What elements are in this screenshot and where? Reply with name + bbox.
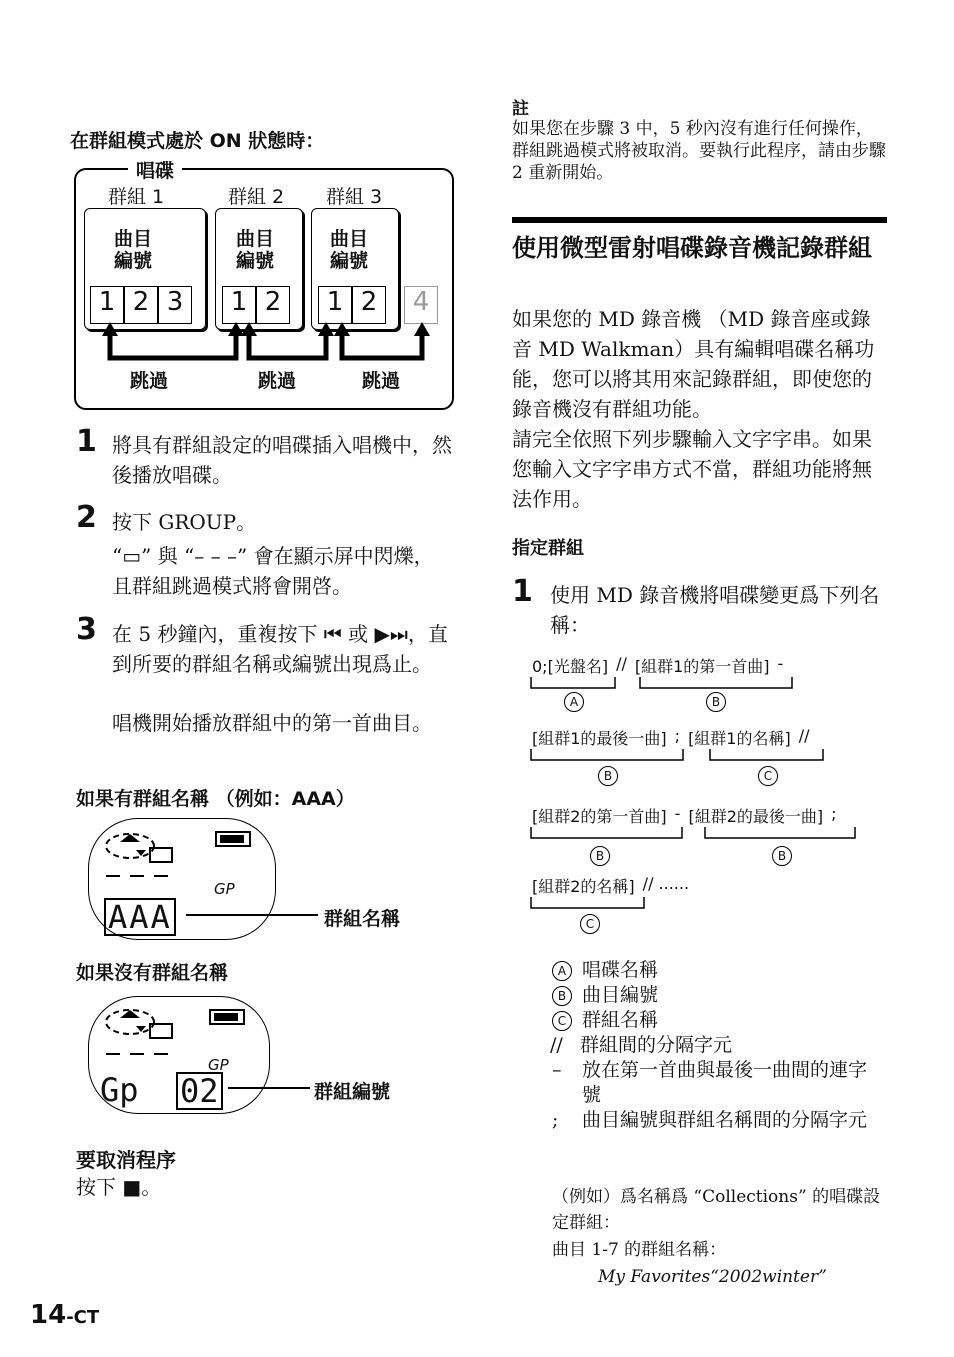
- mark-b-icon: B: [598, 766, 618, 786]
- format-token: [組群2的第一首曲]: [532, 807, 667, 826]
- disc-label: 唱碟: [128, 156, 182, 183]
- step-number: 1: [512, 574, 533, 609]
- legend-key: //: [550, 1034, 563, 1056]
- track-label: 曲目: [114, 228, 153, 250]
- track-number: 2: [256, 286, 290, 324]
- format-token: //: [798, 726, 810, 745]
- format-token: ;: [831, 804, 837, 823]
- legend-text: 放在第一首曲與最後一曲間的連字號: [582, 1059, 868, 1106]
- format-token: [組群2的名稱]: [532, 877, 635, 896]
- page-number: 14-CT: [30, 1300, 100, 1330]
- blinking-indicators-icon: [98, 1004, 268, 1070]
- gp-indicator: GP: [214, 880, 235, 898]
- format-token: [組群1的第一首曲]: [634, 657, 770, 676]
- blinking-indicators-icon: [98, 828, 268, 898]
- format-token: ;: [674, 726, 681, 745]
- bracket-lines: [530, 826, 860, 842]
- skip-label: 跳過: [130, 370, 169, 392]
- step-text: 將具有群組設定的唱碟插入唱機中，然後播放唱碟。: [112, 433, 452, 487]
- skip-label: 跳過: [362, 370, 401, 392]
- format-token: [組群1的名稱]: [688, 729, 791, 748]
- step-subtext: “▭” 與 “– – –” 會在顯示屏中閃爍，且群組跳過模式將會開啓。: [112, 544, 434, 598]
- format-token: // ......: [642, 874, 690, 893]
- mark-c-icon: C: [552, 1011, 572, 1031]
- step-text: 使用 MD 錄音機將唱碟變更爲下列名稱：: [550, 583, 880, 637]
- format-token: [組群1的最後一曲]: [532, 729, 667, 748]
- mark-b-icon: B: [590, 846, 610, 866]
- assign-group-heading: 指定群組: [512, 538, 584, 559]
- track-number: 2: [352, 286, 386, 324]
- group-3-label: 群組 3: [326, 186, 383, 208]
- legend-key: ;: [552, 1109, 559, 1131]
- format-token: [組群2的最後一曲]: [688, 807, 824, 826]
- section-title: 使用微型雷射唱碟錄音機記錄群組: [512, 234, 872, 262]
- track-label: 編號: [330, 250, 369, 272]
- track-number: 1: [222, 286, 256, 324]
- example-text: （例如）爲名稱爲 “Collections” 的唱碟設定群組：: [552, 1187, 881, 1233]
- intro-paragraph: 如果您的 MD 錄音機 （MD 錄音座或錄音 MD Walkman）具有編輯唱碟名稱功能，您可以將其用來記錄群組，即使您的錄音機沒有群組功能。: [512, 307, 875, 421]
- note-heading: 註: [512, 99, 529, 119]
- legend-text: 唱碟名稱: [582, 959, 659, 981]
- legend-text: 群組名稱: [582, 1009, 659, 1031]
- track-number: 3: [158, 286, 192, 324]
- skip-label: 跳過: [258, 370, 297, 392]
- track-label: 編號: [114, 250, 153, 272]
- group-number-callout: 群組編號: [314, 1081, 391, 1103]
- group-prefix-display: Gp: [100, 1071, 139, 1109]
- legend: [552, 958, 882, 1033]
- mark-a-icon: A: [552, 961, 572, 981]
- mark-b-icon: B: [772, 846, 792, 866]
- mark-c-icon: C: [758, 766, 778, 786]
- legend-text: 群組間的分隔字元: [580, 1034, 733, 1056]
- bracket-lines: [530, 748, 830, 764]
- mark-c-icon: C: [580, 914, 600, 934]
- note-text: 如果您在步驟 3 中，5 秒內沒有進行任何操作，群組跳過模式將被取消。要執行此程序，請由步驟 2 重新開始。: [512, 119, 886, 183]
- group-1-label: 群組 1: [108, 186, 165, 208]
- format-token: -: [674, 804, 681, 823]
- legend-text: 曲目編號: [582, 984, 659, 1006]
- track-number-extra: 4: [404, 286, 438, 324]
- track-number: 1: [90, 286, 124, 324]
- group-name-display: AAA: [104, 898, 176, 936]
- step-number: 2: [76, 500, 97, 535]
- track-label: 曲目: [236, 228, 275, 250]
- format-token: //: [616, 654, 627, 673]
- track-number: 1: [318, 286, 352, 324]
- group-number-display: 02: [176, 1072, 223, 1110]
- group-2-label: 群組 2: [228, 186, 285, 208]
- group-mode-heading: 在群組模式處於 ON 狀態時：: [70, 130, 325, 152]
- step-number: 3: [76, 612, 97, 647]
- bracket-lines: [530, 896, 650, 912]
- step-text: 在 5 秒鐘內，重複按下 ⏮ 或 ▶⏭，直到所要的群組名稱或編號出現爲止。: [112, 622, 448, 676]
- with-group-name-heading: 如果有群組名稱 （例如：AAA）: [76, 788, 355, 810]
- mark-b-icon: B: [706, 692, 726, 712]
- step-text: 按下 GROUP。: [112, 510, 257, 534]
- format-token: 0;[光盤名]: [532, 657, 609, 676]
- gp-indicator: GP: [208, 1056, 229, 1074]
- step-number: 1: [76, 424, 97, 459]
- section-divider: [512, 217, 887, 223]
- legend-text: 曲目編號與群組名稱間的分隔字元: [582, 1109, 868, 1131]
- cancel-text: 按下 ■。: [76, 1175, 162, 1199]
- bracket-lines: [530, 676, 830, 692]
- track-label: 編號: [236, 250, 275, 272]
- mark-b-icon: B: [552, 986, 572, 1006]
- format-token: -: [777, 654, 784, 673]
- step-subtext: 唱機開始播放群組中的第一首曲目。: [112, 711, 432, 735]
- track-number: 2: [124, 286, 158, 324]
- group-name-callout: 群組名稱: [324, 908, 401, 930]
- without-group-name-heading: 如果沒有群組名稱: [76, 962, 229, 984]
- cancel-heading: 要取消程序: [76, 1148, 176, 1172]
- mark-a-icon: A: [564, 692, 584, 712]
- skip-arrows: [74, 320, 450, 370]
- intro-paragraph: 請完全依照下列步驟輸入文字字串。如果您輸入文字字串方式不當，群組功能將無法作用。: [512, 427, 872, 511]
- track-label: 曲目: [330, 228, 369, 250]
- example-text: 曲目 1-7 的群組名稱：: [552, 1240, 727, 1260]
- legend-key: –: [552, 1059, 562, 1081]
- example-value: My Favorites“2002winter”: [598, 1267, 827, 1287]
